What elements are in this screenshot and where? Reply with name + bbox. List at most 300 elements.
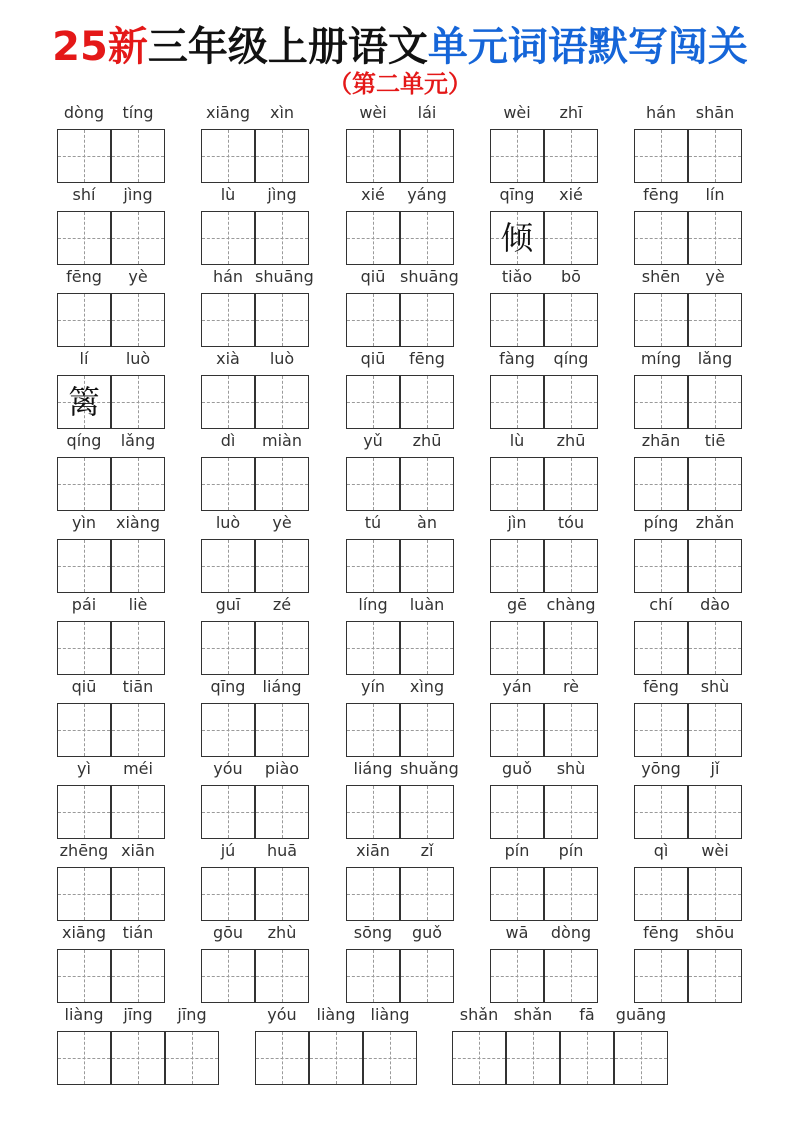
writing-cell[interactable]	[634, 457, 688, 511]
pinyin-label: chí	[649, 595, 673, 614]
word-item	[634, 431, 742, 511]
pinyin-label: huā	[266, 841, 298, 860]
writing-cell[interactable]	[255, 539, 309, 593]
filled-character: 倾	[500, 219, 533, 257]
pinyin-label: yǔ	[363, 431, 383, 450]
pinyin-label: jìn	[507, 513, 527, 532]
pinyin-label: yóu	[213, 759, 243, 778]
pinyin-label: zhū	[556, 431, 586, 450]
writing-cell[interactable]	[400, 539, 454, 593]
writing-cell[interactable]	[111, 375, 165, 429]
pinyin-label: zhū	[412, 431, 442, 450]
pinyin-label: fēng	[409, 349, 445, 368]
word-item	[634, 349, 742, 429]
pinyin-label: pín	[558, 841, 584, 860]
pinyin-label: liàng	[316, 1005, 356, 1024]
pinyin-label: chàng	[546, 595, 596, 614]
filled-character: 篱	[67, 383, 100, 421]
writing-cell[interactable]	[111, 621, 165, 675]
pinyin-label: tiān	[122, 677, 154, 696]
word-item	[490, 185, 598, 265]
writing-cell[interactable]	[57, 1031, 111, 1085]
word-item	[634, 513, 742, 593]
writing-cell[interactable]	[255, 621, 309, 675]
pinyin-label: xié	[559, 185, 583, 204]
pinyin-label: dòng	[550, 923, 592, 942]
pinyin-label: shí	[72, 185, 96, 204]
writing-cell[interactable]	[400, 457, 454, 511]
word-item	[346, 595, 454, 675]
word-item	[201, 759, 309, 839]
writing-cell[interactable]	[346, 457, 400, 511]
pinyin-label: luò	[269, 349, 295, 368]
writing-cell[interactable]	[400, 129, 454, 183]
word-item	[490, 431, 598, 511]
pinyin-label: yè	[128, 267, 148, 286]
word-item	[490, 267, 598, 347]
writing-cell[interactable]	[634, 785, 688, 839]
writing-cell[interactable]	[688, 703, 742, 757]
pinyin-label: pín	[504, 841, 530, 860]
word-item	[490, 349, 598, 429]
writing-cell[interactable]	[201, 375, 255, 429]
pinyin-label: dào	[700, 595, 730, 614]
pinyin-label: shōu	[695, 923, 735, 942]
word-item	[346, 267, 459, 347]
pinyin-label: miàn	[262, 431, 302, 450]
writing-cell[interactable]	[57, 211, 111, 265]
pinyin-label: zhān	[641, 431, 681, 450]
word-item	[57, 759, 165, 839]
writing-cell[interactable]	[346, 129, 400, 183]
pinyin-label: luàn	[409, 595, 445, 614]
writing-cell[interactable]	[400, 703, 454, 757]
pinyin-label: xià	[216, 349, 240, 368]
word-item	[57, 923, 165, 1003]
writing-cell[interactable]	[201, 703, 255, 757]
pinyin-label: tú	[364, 513, 382, 532]
writing-cell[interactable]	[688, 293, 742, 347]
pinyin-label: tiē	[704, 431, 726, 450]
writing-cell[interactable]	[57, 539, 111, 593]
writing-cell[interactable]	[201, 785, 255, 839]
pinyin-label: tóu	[557, 513, 585, 532]
writing-cell[interactable]	[255, 703, 309, 757]
writing-cell[interactable]	[346, 785, 400, 839]
writing-cell[interactable]	[111, 457, 165, 511]
writing-cell[interactable]	[111, 129, 165, 183]
pinyin-label: àn	[417, 513, 437, 532]
word-item	[346, 841, 454, 921]
writing-cell[interactable]	[111, 211, 165, 265]
word-item	[201, 595, 309, 675]
pinyin-label: fēng	[643, 677, 679, 696]
writing-cell[interactable]	[400, 621, 454, 675]
writing-cell[interactable]	[544, 703, 598, 757]
writing-cell[interactable]	[255, 1031, 309, 1085]
writing-cell[interactable]	[201, 867, 255, 921]
writing-cell[interactable]	[346, 375, 400, 429]
writing-cell[interactable]	[165, 1031, 219, 1085]
pinyin-label: shǎn	[459, 1005, 499, 1024]
pinyin-label: gē	[507, 595, 527, 614]
writing-cell[interactable]	[346, 211, 400, 265]
word-item	[490, 677, 598, 757]
pinyin-label: jīng	[123, 1005, 153, 1024]
pinyin-label: yáng	[407, 185, 447, 204]
writing-cell[interactable]	[490, 211, 544, 265]
writing-cell[interactable]	[634, 375, 688, 429]
writing-cell[interactable]	[255, 949, 309, 1003]
writing-cell[interactable]	[688, 949, 742, 1003]
pinyin-label: fā	[579, 1005, 595, 1024]
pinyin-label: shān	[695, 103, 735, 122]
writing-cell[interactable]	[688, 457, 742, 511]
writing-cell[interactable]	[688, 785, 742, 839]
pinyin-label: yán	[502, 677, 532, 696]
pinyin-label: lái	[417, 103, 437, 122]
pinyin-label: qíng	[66, 431, 102, 450]
word-item	[57, 185, 165, 265]
pinyin-label: qíng	[553, 349, 589, 368]
word-item	[201, 513, 309, 593]
word-item	[57, 267, 165, 347]
word-item	[57, 431, 165, 511]
writing-cell[interactable]	[400, 785, 454, 839]
word-item	[201, 431, 309, 511]
writing-cell[interactable]	[544, 375, 598, 429]
writing-cell[interactable]	[688, 211, 742, 265]
word-item	[634, 923, 742, 1003]
writing-cell[interactable]	[634, 949, 688, 1003]
writing-cell[interactable]	[544, 867, 598, 921]
word-item	[634, 595, 742, 675]
word-item	[634, 677, 742, 757]
pinyin-label: yè	[705, 267, 725, 286]
writing-cell[interactable]	[111, 703, 165, 757]
pinyin-label: shù	[700, 677, 730, 696]
pinyin-label: tián	[122, 923, 154, 942]
word-item	[490, 759, 598, 839]
writing-cell[interactable]	[346, 867, 400, 921]
writing-cell[interactable]	[57, 293, 111, 347]
pinyin-label: lí	[79, 349, 89, 368]
pinyin-label: guī	[215, 595, 241, 614]
title-middle: 三年级上册语文	[147, 24, 428, 70]
pinyin-label: qiū	[360, 267, 386, 286]
word-item	[201, 185, 309, 265]
pinyin-label: guāng	[615, 1005, 667, 1024]
pinyin-label: wèi	[359, 103, 387, 122]
pinyin-label: shuāng	[255, 267, 314, 286]
word-item	[346, 349, 454, 429]
writing-cell[interactable]	[57, 457, 111, 511]
word-item	[634, 841, 742, 921]
word-item	[201, 677, 309, 757]
writing-cell[interactable]	[57, 129, 111, 183]
writing-cell[interactable]	[544, 129, 598, 183]
writing-cell[interactable]	[57, 867, 111, 921]
writing-cell[interactable]	[201, 129, 255, 183]
word-item	[201, 103, 309, 183]
word-item	[346, 431, 454, 511]
writing-cell[interactable]	[255, 375, 309, 429]
pinyin-label: wèi	[701, 841, 729, 860]
pinyin-label: fēng	[643, 185, 679, 204]
pinyin-label: lǎng	[120, 431, 156, 450]
pinyin-label: liè	[128, 595, 148, 614]
word-item	[346, 513, 454, 593]
pinyin-label: xiàng	[115, 513, 160, 532]
writing-cell[interactable]	[201, 293, 255, 347]
writing-cell[interactable]	[201, 539, 255, 593]
pinyin-label: shuǎng	[400, 759, 459, 778]
word-item	[346, 677, 454, 757]
word-item	[57, 677, 165, 757]
word-item	[346, 103, 454, 183]
writing-cell[interactable]	[255, 867, 309, 921]
writing-cell[interactable]	[688, 375, 742, 429]
pinyin-label: fàng	[499, 349, 535, 368]
word-item	[634, 103, 742, 183]
pinyin-label: qiū	[71, 677, 97, 696]
writing-cell[interactable]	[614, 1031, 668, 1085]
writing-cell[interactable]	[57, 949, 111, 1003]
pinyin-label: liáng	[353, 759, 393, 778]
writing-cell[interactable]	[490, 539, 544, 593]
pinyin-label: míng	[640, 349, 682, 368]
writing-cell[interactable]	[111, 539, 165, 593]
pinyin-label: zǐ	[420, 841, 434, 860]
writing-cell[interactable]	[452, 1031, 506, 1085]
writing-cell[interactable]	[201, 949, 255, 1003]
writing-cell[interactable]	[490, 293, 544, 347]
writing-cell[interactable]	[490, 129, 544, 183]
word-item	[490, 595, 598, 675]
writing-cell[interactable]	[490, 867, 544, 921]
page-subtitle: （第二单元）	[328, 70, 472, 98]
pinyin-label: tiǎo	[501, 267, 533, 286]
writing-cell[interactable]	[346, 293, 400, 347]
writing-cell[interactable]	[309, 1031, 363, 1085]
pinyin-label: shù	[556, 759, 586, 778]
pinyin-label: yóu	[267, 1005, 297, 1024]
writing-cell[interactable]	[255, 785, 309, 839]
writing-cell[interactable]	[490, 949, 544, 1003]
word-item	[57, 103, 165, 183]
writing-cell[interactable]	[346, 949, 400, 1003]
writing-cell[interactable]	[201, 457, 255, 511]
writing-cell[interactable]	[544, 457, 598, 511]
pinyin-label: jīng	[177, 1005, 207, 1024]
pinyin-label: fēng	[643, 923, 679, 942]
writing-cell[interactable]	[634, 621, 688, 675]
pinyin-label: xìng	[409, 677, 445, 696]
writing-cell[interactable]	[400, 375, 454, 429]
writing-cell[interactable]	[490, 785, 544, 839]
writing-cell[interactable]	[400, 211, 454, 265]
pinyin-label: yín	[360, 677, 386, 696]
pinyin-label: shēn	[641, 267, 681, 286]
pinyin-label: guǒ	[411, 923, 443, 942]
title-suffix: 单元词语默写闯关	[427, 24, 748, 70]
pinyin-label: píng	[643, 513, 679, 532]
writing-cell[interactable]	[111, 293, 165, 347]
pinyin-label: jìng	[267, 185, 297, 204]
pinyin-label: xiān	[356, 841, 390, 860]
pinyin-label: xìn	[269, 103, 295, 122]
writing-cell[interactable]	[544, 949, 598, 1003]
writing-cell[interactable]	[634, 211, 688, 265]
pinyin-label: qì	[653, 841, 669, 860]
pinyin-label: qiū	[360, 349, 386, 368]
writing-cell[interactable]	[688, 621, 742, 675]
writing-cell[interactable]	[201, 211, 255, 265]
writing-cell[interactable]	[688, 867, 742, 921]
pinyin-label: lín	[705, 185, 725, 204]
word-item	[452, 1005, 668, 1085]
writing-cell[interactable]	[544, 785, 598, 839]
writing-cell[interactable]	[634, 293, 688, 347]
pinyin-label: pái	[71, 595, 97, 614]
pinyin-label: liàng	[370, 1005, 410, 1024]
writing-cell[interactable]	[255, 293, 309, 347]
writing-cell[interactable]	[201, 621, 255, 675]
pinyin-label: luò	[215, 513, 241, 532]
word-item	[634, 759, 742, 839]
writing-cell[interactable]	[560, 1031, 614, 1085]
pinyin-label: guǒ	[501, 759, 533, 778]
pinyin-label: líng	[358, 595, 388, 614]
word-item	[57, 349, 165, 429]
writing-cell[interactable]	[111, 785, 165, 839]
pinyin-label: zhēng	[59, 841, 109, 860]
pinyin-label: zhù	[267, 923, 297, 942]
writing-cell[interactable]	[400, 949, 454, 1003]
writing-cell[interactable]	[634, 867, 688, 921]
pinyin-label: yì	[77, 759, 91, 778]
pinyin-label: zhǎn	[695, 513, 735, 532]
writing-cell[interactable]	[255, 457, 309, 511]
writing-cell[interactable]	[363, 1031, 417, 1085]
pinyin-label: dòng	[63, 103, 105, 122]
word-item	[201, 267, 314, 347]
word-item	[57, 1005, 219, 1085]
writing-cell[interactable]	[490, 703, 544, 757]
writing-cell[interactable]	[544, 539, 598, 593]
writing-cell[interactable]	[346, 539, 400, 593]
pinyin-label: bō	[561, 267, 581, 286]
writing-cell[interactable]	[255, 129, 309, 183]
writing-cell[interactable]	[490, 621, 544, 675]
writing-cell[interactable]	[634, 703, 688, 757]
pinyin-label: liáng	[262, 677, 302, 696]
pinyin-label: rè	[562, 677, 580, 696]
word-item	[201, 923, 309, 1003]
word-item	[490, 103, 598, 183]
pinyin-label: jú	[220, 841, 236, 860]
pinyin-label: qīng	[210, 677, 246, 696]
writing-cell[interactable]	[57, 621, 111, 675]
writing-cell[interactable]	[544, 211, 598, 265]
word-item	[346, 923, 454, 1003]
writing-cell[interactable]	[490, 375, 544, 429]
writing-cell[interactable]	[490, 457, 544, 511]
pinyin-label: xiāng	[205, 103, 250, 122]
word-item	[201, 349, 309, 429]
writing-cell[interactable]	[346, 621, 400, 675]
word-item	[490, 513, 598, 593]
writing-cell[interactable]	[544, 621, 598, 675]
pinyin-label: xiān	[121, 841, 155, 860]
pinyin-label: qīng	[499, 185, 535, 204]
word-item	[57, 841, 165, 921]
writing-cell[interactable]	[111, 949, 165, 1003]
pinyin-label: shuāng	[400, 267, 459, 286]
pinyin-label: hán	[212, 267, 244, 286]
pinyin-label: hán	[645, 103, 677, 122]
pinyin-label: xiāng	[61, 923, 106, 942]
pinyin-label: lǎng	[697, 349, 733, 368]
pinyin-label: sōng	[353, 923, 393, 942]
writing-cell[interactable]	[400, 293, 454, 347]
writing-cell[interactable]	[544, 293, 598, 347]
pinyin-label: yōng	[641, 759, 681, 778]
pinyin-label: jìng	[123, 185, 153, 204]
word-item	[490, 841, 598, 921]
writing-cell[interactable]	[57, 785, 111, 839]
word-item	[255, 1005, 417, 1085]
title-prefix: 25新	[52, 24, 148, 70]
writing-cell[interactable]	[111, 1031, 165, 1085]
pinyin-label: yè	[272, 513, 292, 532]
pinyin-label: tíng	[122, 103, 154, 122]
word-item	[346, 185, 454, 265]
writing-cell[interactable]	[57, 703, 111, 757]
writing-cell[interactable]	[688, 129, 742, 183]
pinyin-label: luò	[125, 349, 151, 368]
pinyin-label: lù	[220, 185, 236, 204]
pinyin-label: wèi	[503, 103, 531, 122]
writing-cell[interactable]	[346, 703, 400, 757]
word-item	[634, 185, 742, 265]
pinyin-label: liàng	[64, 1005, 104, 1024]
pinyin-label: gōu	[212, 923, 244, 942]
writing-cell[interactable]	[111, 867, 165, 921]
writing-cell[interactable]	[57, 375, 111, 429]
writing-cell[interactable]	[506, 1031, 560, 1085]
writing-cell[interactable]	[400, 867, 454, 921]
word-item	[490, 923, 598, 1003]
pinyin-label: piào	[264, 759, 300, 778]
pinyin-label: yìn	[71, 513, 97, 532]
word-item	[57, 513, 165, 593]
writing-cell[interactable]	[255, 211, 309, 265]
word-item	[346, 759, 459, 839]
pinyin-label: zé	[272, 595, 292, 614]
pinyin-label: shǎn	[513, 1005, 553, 1024]
word-item	[57, 595, 165, 675]
pinyin-label: zhī	[559, 103, 583, 122]
pinyin-label: dì	[220, 431, 236, 450]
word-item	[634, 267, 742, 347]
writing-cell[interactable]	[688, 539, 742, 593]
writing-cell[interactable]	[634, 129, 688, 183]
word-item	[201, 841, 309, 921]
pinyin-label: wā	[505, 923, 529, 942]
writing-cell[interactable]	[634, 539, 688, 593]
pinyin-label: lù	[509, 431, 525, 450]
